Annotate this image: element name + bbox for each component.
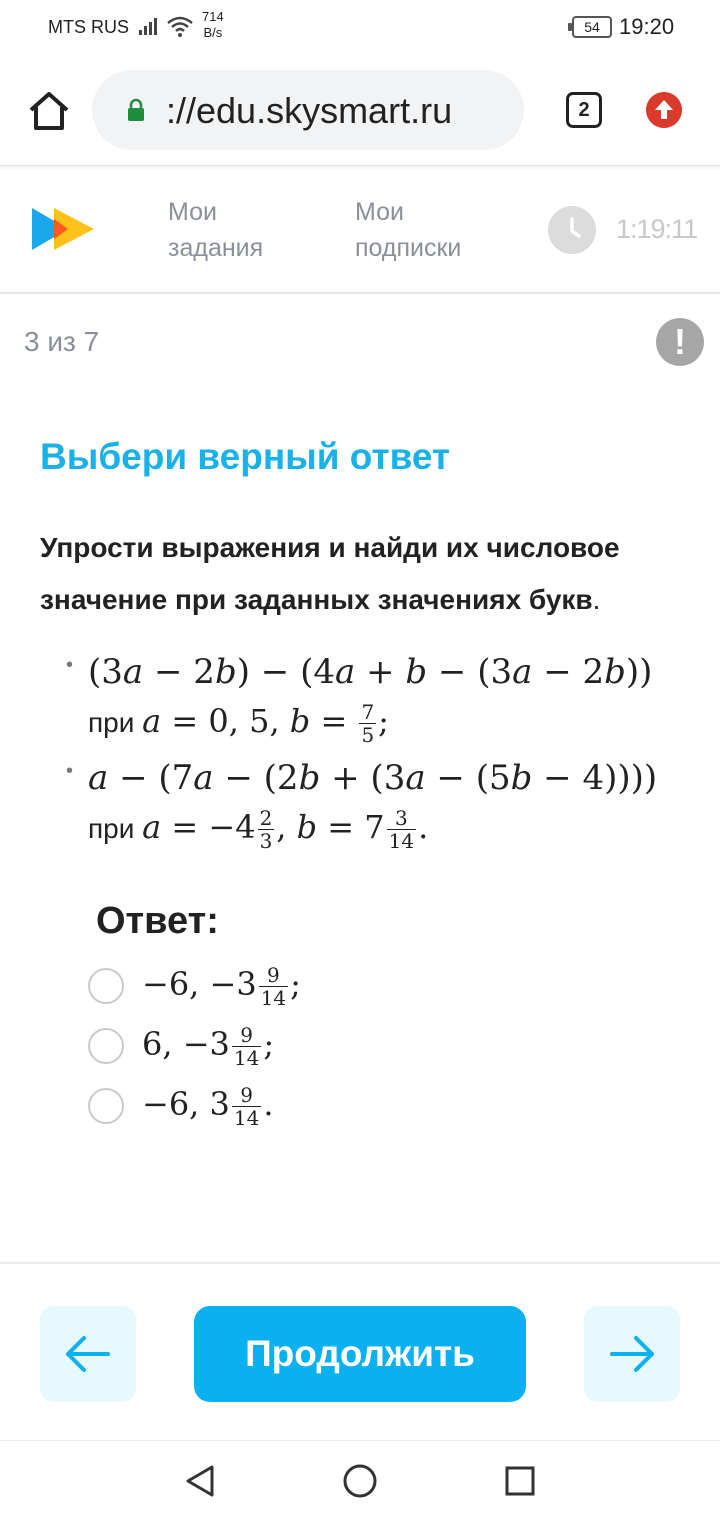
task-instruction bbox=[40, 522, 700, 626]
answer-options bbox=[88, 956, 648, 1136]
answer-option-1[interactable] bbox=[88, 956, 648, 1016]
exclamation-icon[interactable]: ! bbox=[656, 318, 704, 366]
network-speed bbox=[202, 9, 224, 41]
clock-icon bbox=[548, 206, 596, 254]
radio-button[interactable] bbox=[88, 1028, 124, 1064]
problem-expression: (3a − 2b) − (4a + b − (3a − 2b)) bbox=[88, 652, 653, 692]
bullet-icon: • bbox=[66, 760, 74, 782]
system-navigation-bar bbox=[0, 1440, 720, 1520]
network-speed-unit: B/s bbox=[203, 25, 223, 40]
next-button[interactable] bbox=[584, 1306, 680, 1402]
nav-my-tasks-line2: задания bbox=[168, 234, 264, 262]
list-item bbox=[66, 646, 706, 746]
network-speed-value: 714 bbox=[202, 9, 224, 24]
timer-text: 1:19:11 bbox=[616, 214, 698, 244]
problem-list bbox=[66, 646, 706, 858]
continue-button[interactable]: Продолжить bbox=[194, 1306, 526, 1402]
home-circle-icon[interactable] bbox=[342, 1463, 378, 1499]
task-instruction-period: . bbox=[592, 584, 601, 615]
fraction: $\frac{7}{5}$ bbox=[361, 700, 375, 747]
browser-toolbar bbox=[0, 56, 720, 166]
task-instruction-text: Упрости выражения и найди их числовое значение при заданных значениях букв bbox=[40, 532, 620, 615]
list-item bbox=[66, 752, 706, 852]
fraction: $\frac{3}{14}$ bbox=[388, 806, 415, 853]
arrow-left-icon bbox=[40, 1306, 136, 1402]
answer-option-text[interactable]: −6, 3 $\frac{9}{14}$ . bbox=[142, 1082, 274, 1130]
url-text[interactable]: ://edu.skysmart.ru bbox=[166, 90, 453, 131]
task-title: Выбери верный ответ bbox=[40, 436, 451, 477]
signal-icon bbox=[138, 16, 160, 36]
status-clock: 19:20 bbox=[619, 14, 675, 39]
logo-icon[interactable] bbox=[32, 206, 96, 252]
home-icon[interactable] bbox=[26, 88, 72, 134]
bullet-icon: • bbox=[66, 654, 74, 676]
site-header bbox=[0, 166, 720, 294]
answer-option-text[interactable]: −6, −3 $\frac{9}{14}$ ; bbox=[142, 962, 301, 1010]
previous-button[interactable] bbox=[40, 1306, 136, 1402]
recents-square-icon[interactable] bbox=[502, 1463, 538, 1499]
task-footer bbox=[0, 1262, 720, 1440]
problem-condition: при a = −4 $\frac{2}{3}$ , b = 7 $\frac{3}{14}$ . bbox=[88, 806, 429, 853]
fraction: $\frac{9}{14}$ bbox=[260, 962, 287, 1010]
answer-option-3[interactable] bbox=[88, 1076, 648, 1136]
wifi-icon bbox=[166, 14, 194, 38]
answer-option-text[interactable]: 6, −3 $\frac{9}{14}$ ; bbox=[142, 1022, 275, 1070]
task-progress: 3 из 7 bbox=[24, 326, 100, 357]
fraction: $\frac{2}{3}$ bbox=[259, 806, 273, 853]
tabs-icon[interactable]: 2 bbox=[566, 92, 602, 128]
condition-word: при bbox=[88, 707, 135, 738]
condition-word: при bbox=[88, 813, 135, 844]
problem-expression: a − (7a − (2b + (3a − (5b − 4)))) bbox=[88, 758, 658, 798]
back-triangle-icon[interactable] bbox=[182, 1463, 218, 1499]
url-bar[interactable] bbox=[92, 70, 524, 150]
battery-icon: 54 bbox=[572, 16, 612, 38]
answer-option-2[interactable] bbox=[88, 1016, 648, 1076]
fraction: $\frac{9}{14}$ bbox=[233, 1082, 260, 1130]
answer-label: Ответ: bbox=[96, 900, 219, 942]
radio-button[interactable] bbox=[88, 968, 124, 1004]
carrier-name: MTS RUS bbox=[48, 17, 129, 37]
lock-icon bbox=[126, 98, 146, 122]
nav-my-tasks-line1: Мои bbox=[168, 198, 217, 226]
upgrade-icon[interactable] bbox=[646, 92, 682, 128]
radio-button[interactable] bbox=[88, 1088, 124, 1124]
arrow-right-icon bbox=[584, 1306, 680, 1402]
problem-condition: при a = 0, 5, b = $\frac{7}{5}$ ; bbox=[88, 700, 389, 747]
fraction: $\frac{9}{14}$ bbox=[233, 1022, 260, 1070]
nav-my-subscriptions-line2: подписки bbox=[355, 234, 462, 262]
nav-my-tasks[interactable] bbox=[168, 194, 263, 266]
status-bar bbox=[0, 0, 720, 56]
nav-my-subscriptions-line1: Мои bbox=[355, 198, 404, 226]
nav-my-subscriptions[interactable] bbox=[355, 194, 461, 266]
